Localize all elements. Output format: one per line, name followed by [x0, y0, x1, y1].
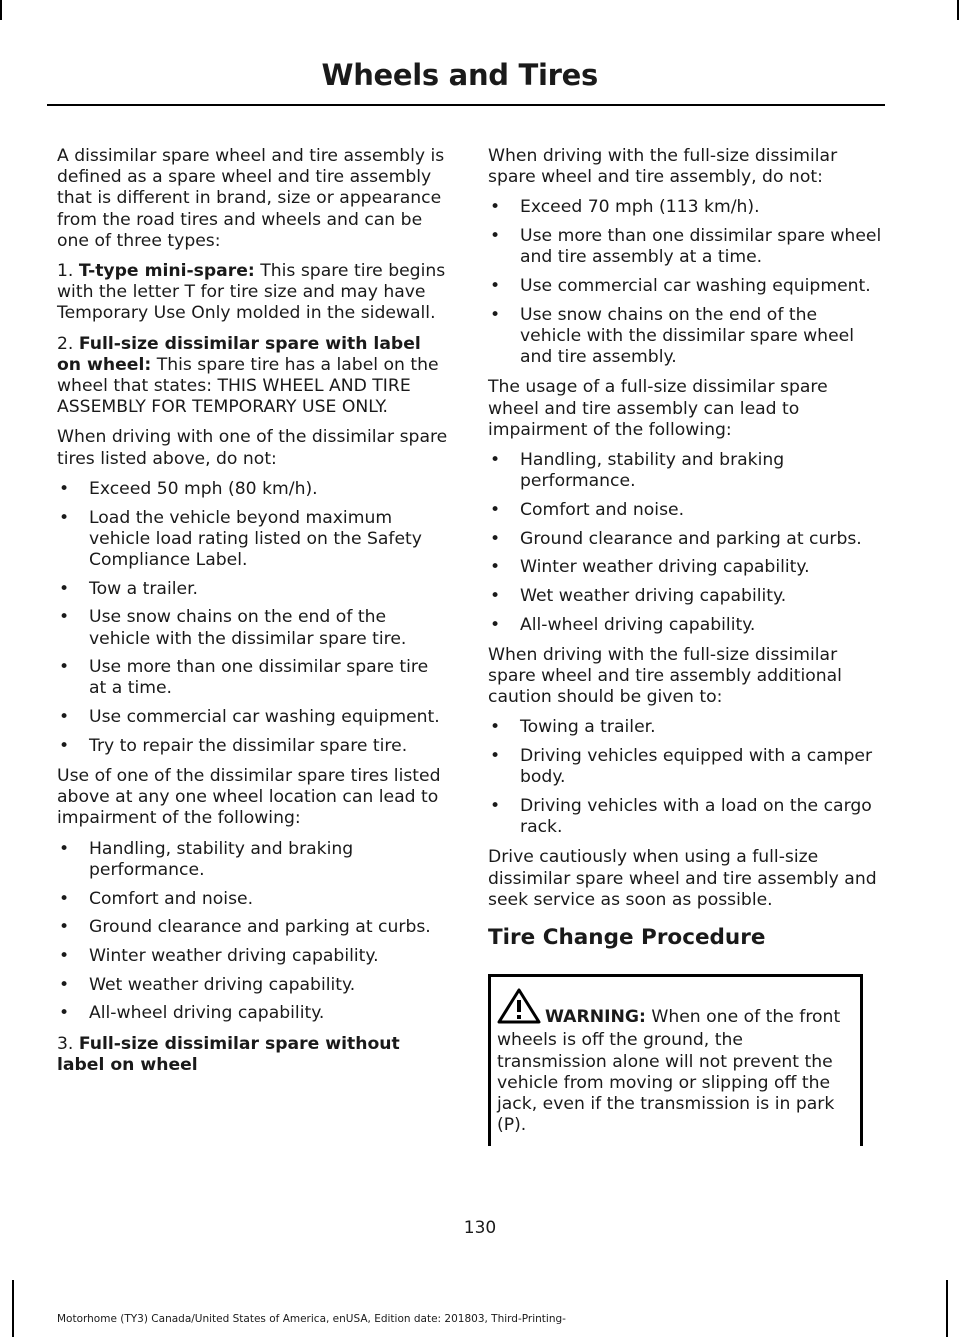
list-item [57, 975, 449, 996]
bullet: • [59, 974, 70, 995]
list-item [57, 839, 449, 881]
list-item-text: Comfort and noise. [520, 499, 685, 520]
list-item [57, 479, 449, 500]
bullet: • [490, 226, 501, 247]
list-item-text: Exceed 50 mph (80 km/h). [89, 478, 318, 499]
do-not-intro: When driving with the full-size dissimilar spare wheel and tire assembly, do not: [488, 146, 838, 188]
list-item [488, 529, 882, 550]
type-description: This spare tire begins with the letter T for tire size and may have Temporary Use Only molded in the sidewall. [57, 261, 446, 324]
list-item-text: Winter weather driving capability. [89, 946, 379, 966]
type-number: 2. [57, 333, 74, 354]
list-item-text: Wet weather driving capability. [89, 974, 356, 995]
list-item [57, 707, 449, 728]
list-item-text: Handling, stability and braking performance. [89, 838, 354, 880]
warning-text [497, 988, 852, 1136]
list-item [57, 736, 449, 757]
bullet: • [59, 578, 70, 599]
bullet: • [490, 796, 501, 817]
list-item-text: Driving vehicles equipped with a camper body. [520, 746, 873, 788]
list-item-text: Tow a trailer. [89, 578, 199, 599]
crop-mark [957, 0, 959, 20]
right-column [488, 146, 882, 1146]
bullet: • [59, 478, 70, 499]
do-not-list [57, 479, 449, 757]
bullet: • [59, 707, 70, 728]
left-column [57, 146, 449, 1085]
bullet: • [490, 585, 501, 606]
list-item [57, 657, 449, 699]
type-number: 1. [57, 261, 74, 282]
crop-mark [12, 1280, 14, 1337]
list-item-text: Use more than one dissimilar spare tire at a time. [89, 657, 429, 699]
list-item [488, 276, 882, 297]
list-item [57, 508, 449, 572]
bullet: • [490, 499, 501, 520]
warning-triangle-icon [497, 988, 541, 1030]
bullet: • [59, 607, 70, 628]
list-item [488, 615, 882, 636]
spare-type-2 [57, 334, 449, 419]
list-item [488, 557, 882, 578]
list-item [57, 607, 449, 649]
bullet: • [59, 507, 70, 528]
type-number: 3. [57, 1033, 74, 1054]
list-item [57, 917, 449, 938]
list-item [488, 305, 882, 369]
bullet: • [490, 528, 501, 549]
bullet: • [59, 1003, 70, 1024]
section-heading: Tire Change Procedure [488, 925, 766, 951]
bullet: • [59, 917, 70, 938]
type-title: Full-size dissimilar spare without label on wheel [57, 1033, 400, 1075]
list-item [488, 197, 882, 218]
impairment-intro: The usage of a full-size dissimilar spare wheel and tire assembly can lead to impairment of the following: [488, 377, 828, 440]
bullet: • [59, 735, 70, 756]
list-item-text: Use snow chains on the end of the vehicle with the dissimilar spare wheel and tire assembly. [520, 304, 854, 368]
list-item-text: Wet weather driving capability. [520, 585, 787, 606]
spare-type-3 [57, 1034, 449, 1076]
bullet: • [490, 614, 501, 635]
impairment-list [488, 450, 882, 636]
list-item [57, 889, 449, 910]
type-title: Full-size dissimilar spare with label on wheel: [57, 333, 421, 375]
edition-footer: Motorhome (TY3) Canada/United States of America, enUSA, Edition date: 201803, Third-Printing- [57, 1313, 566, 1325]
page-title: Wheels and Tires [321, 58, 598, 92]
list-item-text: Exceed 70 mph (113 km/h). [520, 197, 760, 218]
list-item-text: Use commercial car washing equipment. [89, 707, 440, 728]
type-description: This spare tire has a label on the wheel that states: THIS WHEEL AND TIRE ASSEMBLY FOR TEMPORARY USE ONLY. [57, 354, 439, 418]
intro-paragraph: A dissimilar spare wheel and tire assembly is defined as a spare wheel and tire assembly that is different in brand, size or appearance from the road tires and wheels and can be one of three types: [57, 146, 445, 251]
list-item-text: Handling, stability and braking performance. [520, 449, 785, 492]
caution-list [488, 717, 882, 838]
bullet: • [490, 276, 501, 297]
list-item-text: Towing a trailer. [520, 717, 656, 738]
list-item [488, 586, 882, 607]
list-item [488, 450, 882, 492]
warning-box [488, 974, 863, 1146]
list-item [488, 226, 882, 268]
list-item [488, 746, 882, 788]
header-divider [47, 104, 885, 106]
warning-body: When one of the front wheels is off the ground, the transmission alone will not prevent the vehicle from moving or slipping off the jack, even if the transmission is in park (P). [497, 1007, 841, 1136]
warning-label: WARNING: [545, 1007, 646, 1028]
bullet: • [490, 746, 501, 767]
impairment-list [57, 839, 449, 1025]
bullet: • [59, 946, 70, 966]
list-item [57, 946, 449, 967]
closing-paragraph: Drive cautiously when using a full-size dissimilar spare wheel and tire assembly and seek service as soon as possible. [488, 847, 877, 910]
bullet: • [490, 717, 501, 738]
list-item-text: Ground clearance and parking at curbs. [89, 917, 431, 938]
list-item-text: Load the vehicle beyond maximum vehicle load rating listed on the Safety Compliance Label. [89, 507, 422, 570]
list-item [488, 717, 882, 738]
do-not-intro: When driving with one of the dissimilar spare tires listed above, do not: [57, 427, 448, 469]
list-item [57, 1003, 449, 1024]
bullet: • [59, 838, 70, 859]
list-item-text: All-wheel driving capability. [520, 614, 756, 635]
bullet: • [59, 888, 70, 909]
list-item-text: Try to repair the dissimilar spare tire. [89, 735, 408, 756]
page-number: 130 [463, 1218, 497, 1238]
bullet: • [490, 304, 501, 325]
list-item [488, 796, 882, 838]
do-not-list [488, 197, 882, 368]
bullet: • [490, 557, 501, 578]
list-item-text: Use snow chains on the end of the vehicle with the dissimilar spare tire. [89, 607, 407, 649]
list-item-text: Use commercial car washing equipment. [520, 276, 871, 297]
list-item [57, 579, 449, 600]
caution-intro: When driving with the full-size dissimilar spare wheel and tire assembly additional caution should be given to: [488, 644, 842, 708]
bullet: • [490, 197, 501, 218]
spare-type-1 [57, 261, 449, 325]
bullet: • [59, 657, 70, 678]
list-item-text: Comfort and noise. [89, 888, 254, 909]
crop-mark [0, 0, 2, 20]
list-item-text: Use more than one dissimilar spare wheel and tire assembly at a time. [520, 226, 882, 268]
list-item-text: Ground clearance and parking at curbs. [520, 528, 862, 549]
type-title: T-type mini-spare: [78, 261, 255, 282]
list-item-text: Winter weather driving capability. [520, 557, 810, 578]
impairment-intro: Use of one of the dissimilar spare tires listed above at any one wheel location can lead to impairment of the following: [57, 766, 441, 829]
list-item-text: Driving vehicles with a load on the cargo rack. [520, 796, 872, 838]
bullet: • [490, 449, 501, 470]
list-item [488, 500, 882, 521]
list-item-text: All-wheel driving capability. [89, 1003, 325, 1024]
crop-mark [946, 1280, 948, 1337]
